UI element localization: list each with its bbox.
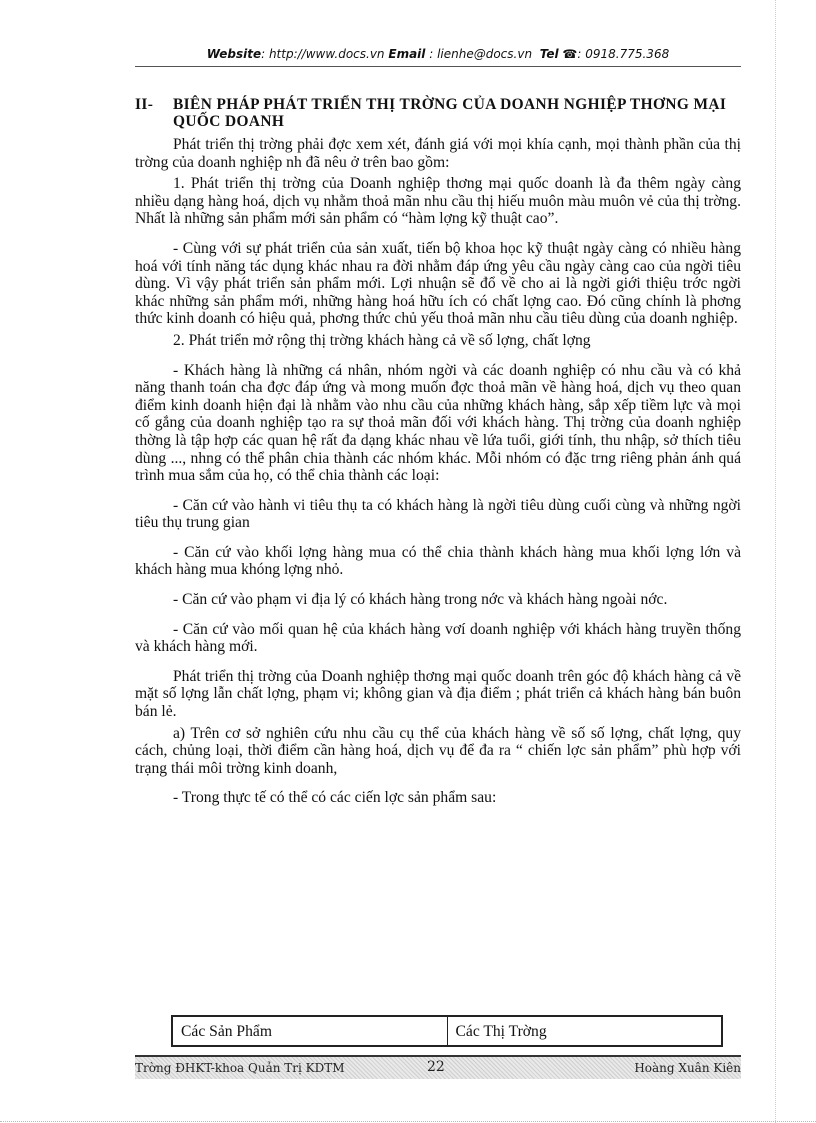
paragraph-point-1: 1. Phát triển thị trờng của Doanh nghiệp thơng mại quốc doanh là đa thêm ngày càng nhiều dạng hàng hoá, dịch vụ nhằm thoả mãn nhu cầu thị hiếu muôn màu muôn vẻ của thị trờng. Nhất là những sản phẩm mới sản phẩm có “hàm lợng kỹ thuật cao”.: [135, 175, 741, 228]
email-value[interactable]: : lienhe@docs.vn: [425, 47, 533, 61]
header-divider: [135, 66, 741, 67]
phone-icon: ☎: [562, 47, 578, 61]
page-footer: [135, 1055, 741, 1079]
footer-author: Hoàng Xuân Kiên: [634, 1061, 741, 1075]
footer-school: Trờng ĐHKT-khoa Quản Trị KDTM: [135, 1061, 345, 1075]
tel-value: : 0918.775.368: [577, 47, 670, 61]
paragraph-point-2: 2. Phát triển mở rộng thị trờng khách hàng cả về số lợng, chất lợng: [173, 331, 591, 349]
section-heading: [135, 96, 741, 130]
table-header-markets: Các Thị Trờng: [447, 1016, 722, 1046]
paragraph-point-a: a) Trên cơ sở nghiên cứu nhu cầu cụ thể của khách hàng về số số lợng, chất lợng, quy cách, chủng loại, thời điểm cần hàng hoá, dịch vụ để đa ra “ chiến lợc sản phẩm” phù hợp với trạng thái môi trờng kinh doanh,: [135, 724, 741, 777]
right-page-edge: [775, 0, 776, 1123]
tel-label: Tel: [539, 47, 559, 61]
email-label: Email: [388, 47, 426, 61]
paragraph-customers: - Khách hàng là những cá nhân, nhóm ngời và các doanh nghiệp có nhu cầu và có khả năng thanh toán cha đợc đáp ứng và mong muốn đợc thoả mãn về hàng hoá, dịch vụ theo quan điểm kinh doanh hiện đại là nhằm vào nhu cầu của những khách hàng, sắp xếp tiềm lực và mọi cố gắng của doanh nghiệp tạo ra sự thoả mãn đối với khách hàng. Thị trờng của doanh nghiệp thờng là tập hợp các quan hệ rất đa dạng khác nhau về lứa tuổi, giới tính, thu nhập, sở thích tiêu dùng ..., nhng có thể phân chia thành các nhóm khác. Mỗi nhóm có đặc trng riêng phản ánh quá trình mua sắm của họ, có thể chia thành các loại:: [135, 361, 741, 485]
page-header: [135, 47, 741, 61]
paragraph-by-behavior: - Căn cứ vào hành vi tiêu thụ ta có khách hàng là ngời tiêu dùng cuối cùng và những ngời tiêu thụ trung gian: [135, 496, 741, 532]
bottom-page-edge: [0, 1121, 816, 1122]
table-row: [172, 1016, 722, 1046]
paragraph-development: Phát triển thị trờng của Doanh nghiệp thơng mại quốc doanh trên góc độ khách hàng cả về mặt số lợng lẫn chất lợng, phạm vi; không gian và địa điểm ; phát triển cả khách hàng bán buôn bán lẻ.: [135, 667, 741, 721]
table-header-products: Các Sản Phẩm: [172, 1016, 447, 1046]
paragraph-strategies: - Trong thực tế có thể có các ciến lợc sản phẩm sau:: [173, 789, 497, 807]
paragraph-intro: Phát triển thị trờng phải đợc xem xét, đánh giá với mọi khía cạnh, mọi thành phần của thị trờng của doanh nghiệp nh đã nêu ở trên bao gồm:: [135, 136, 741, 171]
paragraph-by-geography: - Căn cứ vào phạm vi địa lý có khách hàng trong nớc và khách hàng ngoài nớc.: [173, 591, 668, 609]
paragraph-new-products: - Cùng với sự phát triển của sản xuất, tiến bộ khoa học kỹ thuật ngày càng có nhiều hàng hoá với tính năng tác dụng khác nhau ra đời nhằm đáp ứng yêu cầu ngày càng cao của ngời tiêu dùng. Vì vậy phát triển sản phẩm mới. Lợi nhuận sẽ đổ về cho ai là ngời giới thiệu trớc ngời khác những sản phẩm mới, những hàng hoá hữu ích có chất lợng cao. Đó cũng chính là phơng thức kinh doanh có hiệu quả, phơng thức chủ yếu thoả mãn nhu cầu tiêu dùng của doanh nghiệp.: [135, 239, 741, 328]
website-label: Website: [206, 47, 262, 61]
strategy-table: [171, 1015, 723, 1047]
document-body: [135, 96, 741, 819]
section-title: BIÊN PHÁP PHÁT TRIỂN THỊ TRỜNG CỦA DOANH NGHIỆP THƠNG MẠI QUỐC DOANH: [173, 96, 727, 130]
paragraph-by-relationship: - Căn cứ vào mối quan hệ của khách hàng vơí doanh nghiệp với khách hàng truyền thống và khách hàng mới.: [135, 620, 741, 656]
website-value[interactable]: : http://www.docs.vn: [261, 47, 385, 61]
section-number: II-: [135, 96, 154, 113]
paragraph-by-volume: - Căn cứ vào khối lợng hàng mua có thể chia thành khách hàng mua khối lợng lớn và khách hàng mua khóng lợng nhỏ.: [135, 543, 741, 579]
page-number: 22: [427, 1059, 445, 1075]
